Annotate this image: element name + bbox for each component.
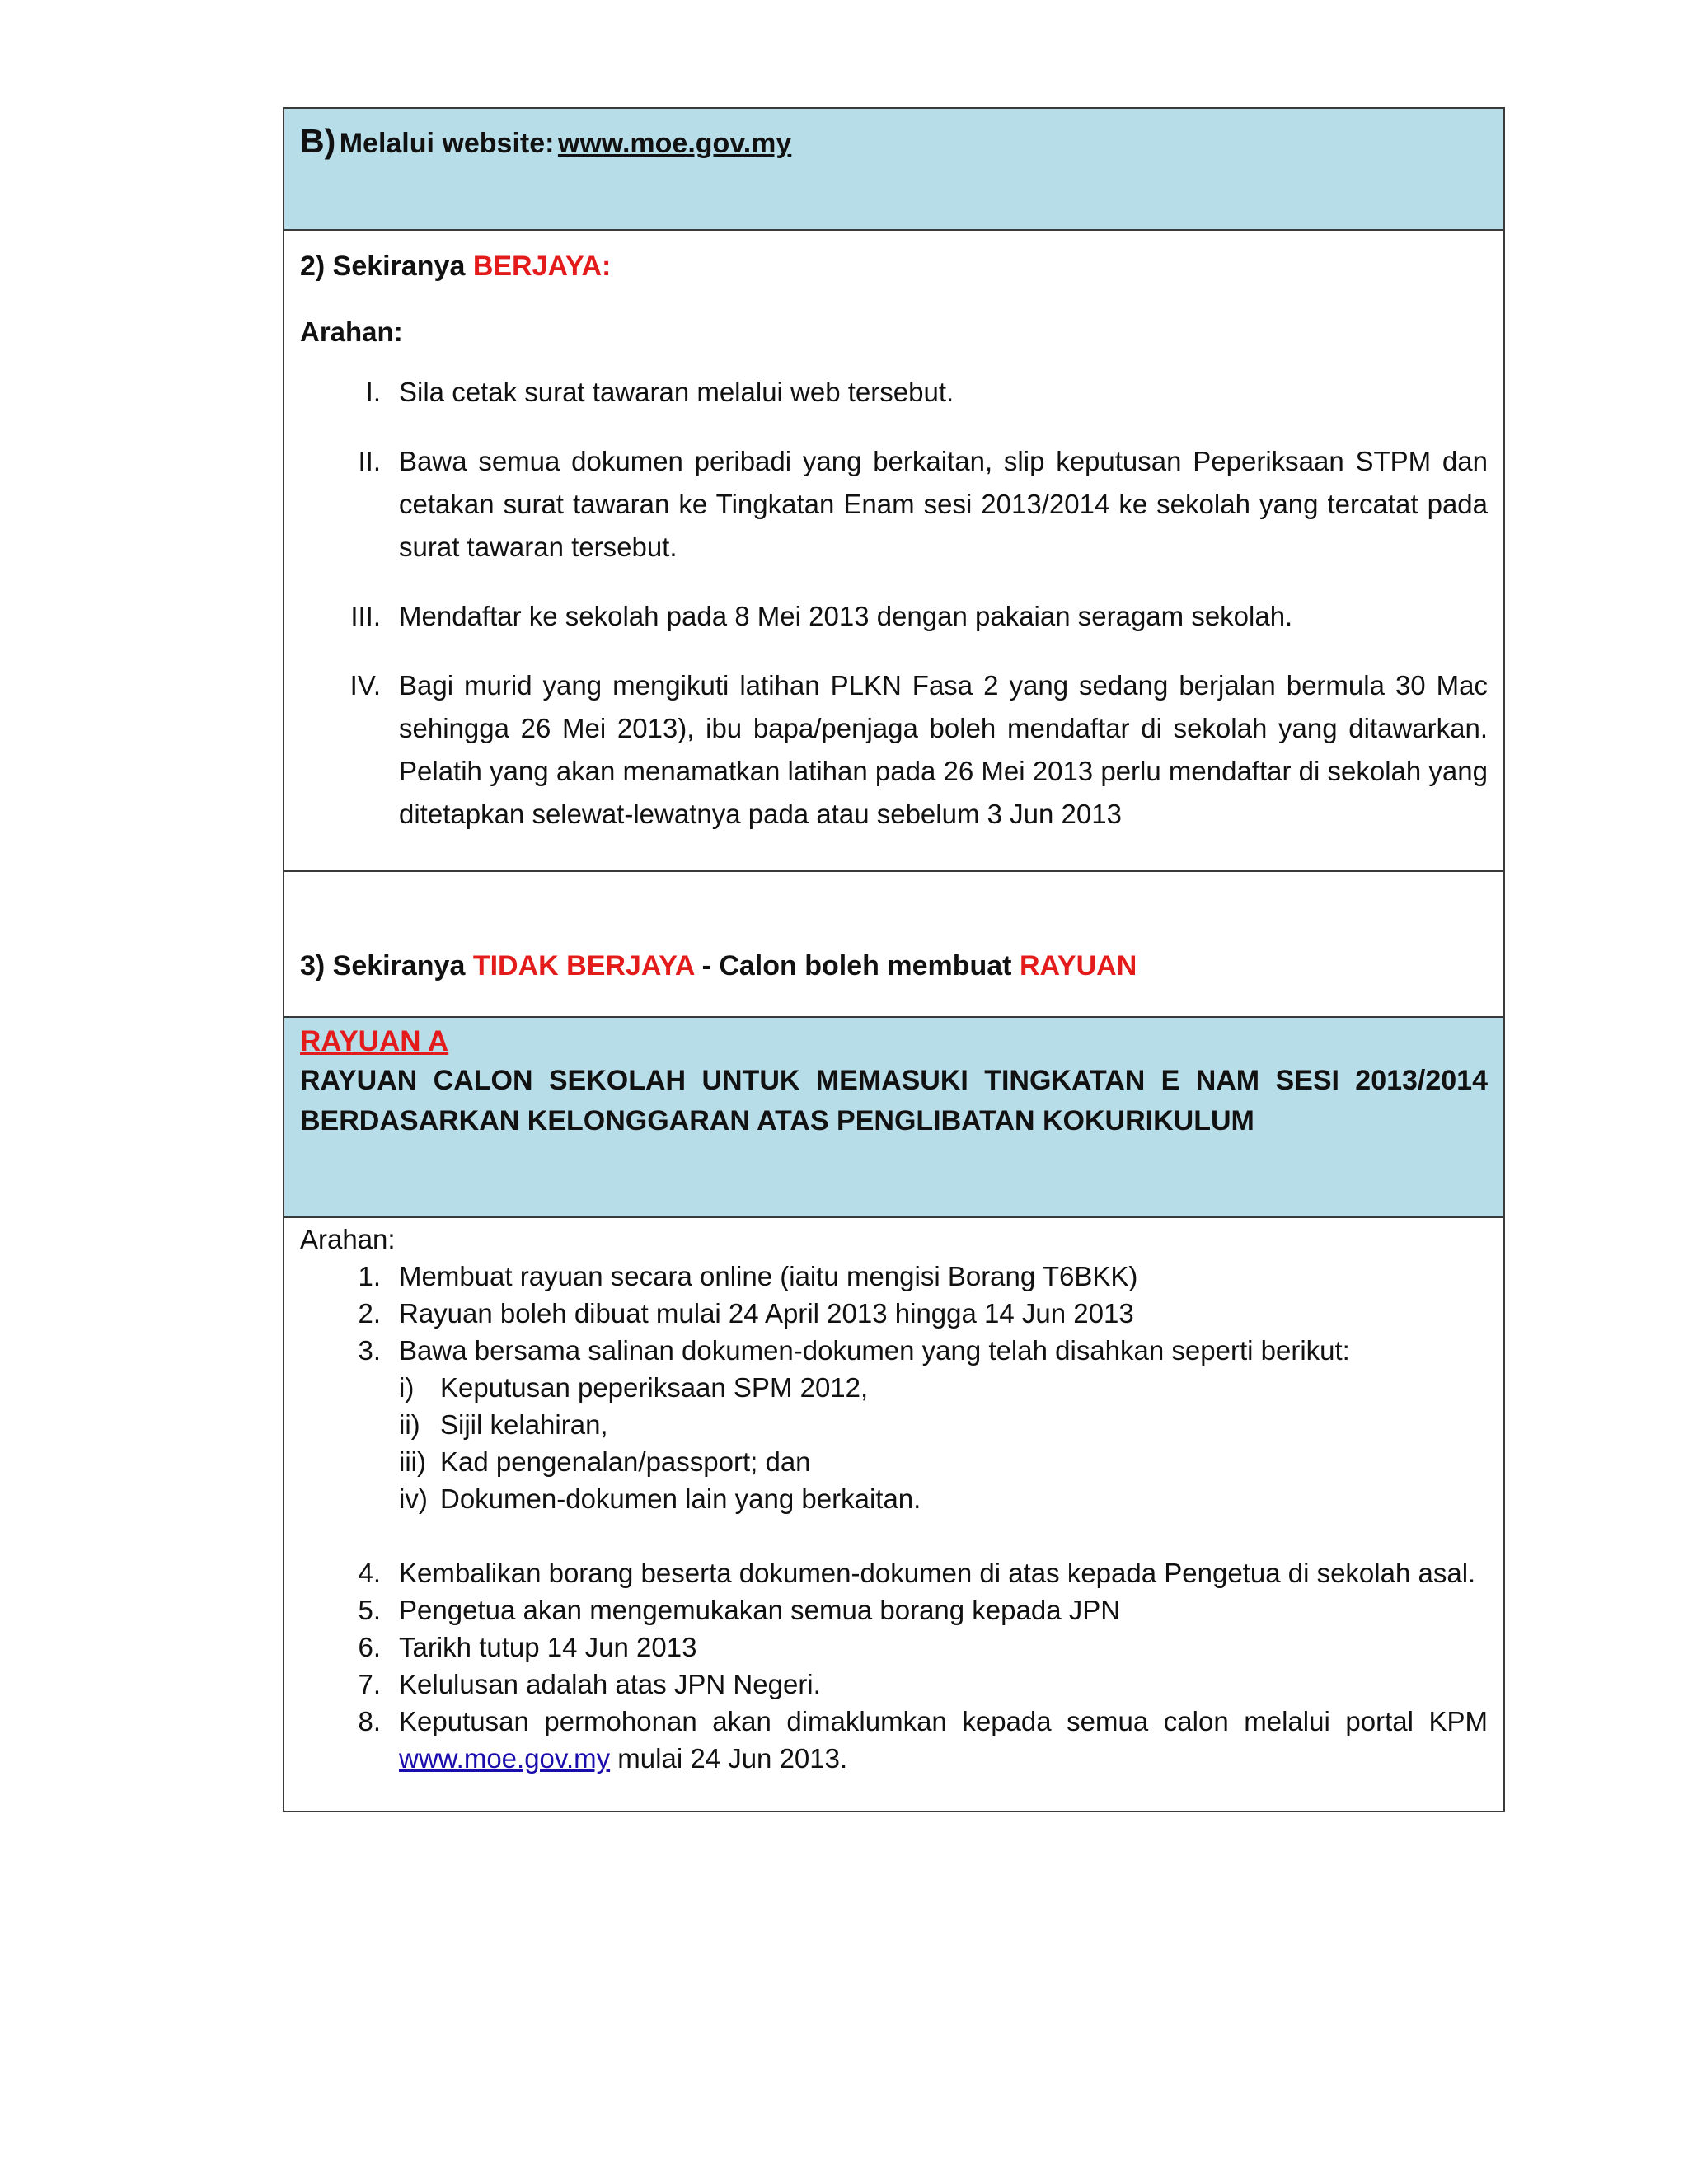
sub-item-number: i) bbox=[399, 1372, 415, 1403]
rayuan-a-instructions bbox=[284, 1216, 1503, 1811]
list-item-text: Membuat rayuan secara online (iaitu mengisi Borang T6BKK) bbox=[399, 1261, 1138, 1291]
sub-list-item bbox=[399, 1480, 1488, 1517]
section-3-action: RAYUAN bbox=[1019, 950, 1137, 982]
sub-item-number: iv) bbox=[399, 1483, 428, 1514]
list-item-text: Sila cetak surat tawaran melalui web tersebut. bbox=[399, 377, 954, 407]
item-8-suffix: mulai 24 Jun 2013. bbox=[610, 1743, 848, 1774]
list-item-number: 1. bbox=[358, 1261, 381, 1291]
section-b-header bbox=[284, 109, 1503, 229]
list-item-number: IV. bbox=[349, 670, 381, 701]
list-item-number: III. bbox=[350, 601, 381, 631]
list-item-text: Rayuan boleh dibuat mulai 24 April 2013 hingga 14 Jun 2013 bbox=[399, 1298, 1134, 1329]
instruction-table bbox=[283, 107, 1505, 1812]
sub-item-text: Sijil kelahiran, bbox=[440, 1409, 608, 1440]
list-item bbox=[300, 1295, 1488, 1332]
moe-website-link[interactable]: www.moe.gov.my bbox=[557, 128, 792, 159]
section-3-middle: - Calon boleh membuat bbox=[694, 950, 1012, 982]
list-item-text: Tarikh tutup 14 Jun 2013 bbox=[399, 1632, 697, 1662]
section-b-letter: B) bbox=[300, 122, 336, 160]
section-2-berjaya bbox=[284, 229, 1503, 870]
list-item-text: Pengetua akan mengemukakan semua borang kepada JPN bbox=[399, 1595, 1121, 1625]
list-item bbox=[300, 664, 1488, 836]
list-item-number: 5. bbox=[358, 1595, 381, 1625]
sub-list-item bbox=[399, 1443, 1488, 1480]
list-item-text: Kelulusan adalah atas JPN Negeri. bbox=[399, 1669, 821, 1699]
list-item bbox=[300, 1629, 1488, 1666]
document-sub-list bbox=[399, 1369, 1488, 1517]
section-3-tidak-berjaya bbox=[284, 870, 1503, 1016]
rayuan-steps-list-a bbox=[300, 1258, 1488, 1369]
list-item bbox=[300, 1666, 1488, 1703]
rayuan-a-heading: RAYUAN CALON SEKOLAH UNTUK MEMASUKI TINGKATAN E NAM SESI 2013/2014 BERDASARKAN KELONGGARAN ATAS PENGLIBATAN KOKURIKULUM bbox=[300, 1065, 1488, 1137]
list-item-number: 6. bbox=[358, 1632, 381, 1662]
section-2-status: BERJAYA: bbox=[472, 251, 612, 282]
list-item-number: I. bbox=[365, 377, 381, 407]
sub-item-text: Keputusan peperiksaan SPM 2012, bbox=[440, 1372, 869, 1403]
list-item-number: 7. bbox=[358, 1669, 381, 1699]
list-item-number: 4. bbox=[358, 1558, 381, 1588]
list-item-number: 3. bbox=[358, 1335, 381, 1366]
section-3-status: TIDAK BERJAYA bbox=[472, 950, 695, 982]
section-2-heading bbox=[300, 251, 1488, 283]
section-b-label: Melalui website: bbox=[339, 128, 555, 159]
list-item-number: 2. bbox=[358, 1298, 381, 1329]
list-item bbox=[300, 1258, 1488, 1295]
list-item bbox=[300, 1554, 1488, 1591]
list-item bbox=[300, 1703, 1488, 1777]
list-item-text: Bagi murid yang mengikuti latihan PLKN Fasa 2 yang sedang berjalan bermula 30 Mac sehingga 26 Mei 2013), ibu bapa/penjaga boleh mendaftar di sekolah yang ditawarkan. Pelatih yang akan menamatkan latihan pada 26 Mei 2013 perlu mendaftar di sekolah yang ditetapkan selewat-lewatnya pada atau sebelum 3 Jun 2013 bbox=[399, 670, 1488, 829]
spacer bbox=[300, 1517, 1488, 1554]
section-2-instruction-list bbox=[300, 371, 1488, 836]
section-2-arahan: Arahan: bbox=[300, 316, 403, 347]
item-8-text: Keputusan permohonan akan dimaklumkan kepada semua calon melalui portal KPM bbox=[399, 1706, 1488, 1736]
sub-item-text: Dokumen-dokumen lain yang berkaitan. bbox=[440, 1483, 921, 1514]
rayuan-arahan-label: Arahan: bbox=[300, 1224, 396, 1254]
list-item bbox=[300, 1332, 1488, 1369]
list-item-text: Kembalikan borang beserta dokumen-dokumen di atas kepada Pengetua di sekolah asal. bbox=[399, 1558, 1476, 1588]
list-item bbox=[300, 440, 1488, 569]
sub-list-item bbox=[399, 1369, 1488, 1406]
sub-item-number: iii) bbox=[399, 1446, 426, 1477]
list-item-number: II. bbox=[358, 446, 381, 476]
list-item-text bbox=[399, 1703, 1488, 1777]
moe-portal-link[interactable]: www.moe.gov.my bbox=[399, 1743, 611, 1774]
sub-list-item bbox=[399, 1406, 1488, 1443]
list-item bbox=[300, 1591, 1488, 1629]
list-item bbox=[300, 371, 1488, 414]
sub-item-number: ii) bbox=[399, 1409, 420, 1440]
sub-item-text: Kad pengenalan/passport; dan bbox=[440, 1446, 811, 1477]
section-2-heading-prefix: 2) Sekiranya bbox=[300, 251, 466, 282]
section-3-heading bbox=[300, 950, 1137, 982]
rayuan-a-title: RAYUAN A bbox=[300, 1025, 449, 1057]
list-item-text: Bawa semua dokumen peribadi yang berkaitan, slip keputusan Peperiksaan STPM dan cetakan surat tawaran ke Tingkatan Enam sesi 2013/2014 ke sekolah yang tercatat pada surat tawaran tersebut. bbox=[399, 446, 1488, 562]
rayuan-steps-list-b bbox=[300, 1554, 1488, 1777]
list-item bbox=[300, 595, 1488, 638]
section-3-prefix: 3) Sekiranya bbox=[300, 950, 466, 982]
rayuan-a-header bbox=[284, 1016, 1503, 1216]
list-item-number: 8. bbox=[358, 1706, 381, 1736]
list-item-text: Bawa bersama salinan dokumen-dokumen yang telah disahkan seperti berikut: bbox=[399, 1335, 1350, 1366]
list-item-text: Mendaftar ke sekolah pada 8 Mei 2013 dengan pakaian seragam sekolah. bbox=[399, 601, 1293, 631]
